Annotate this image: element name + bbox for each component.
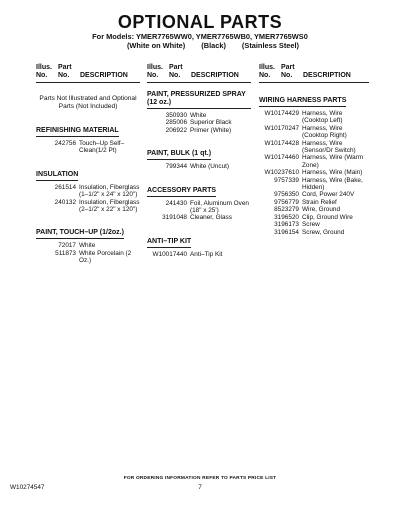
part-number: W10237610 (264, 169, 299, 177)
section-title: ANTI–TIP KIT (147, 238, 191, 248)
part-number: 72017 (58, 242, 76, 250)
not-illustrated-note: Parts Not Illustrated and Optional Parts (Not Included) (39, 95, 137, 110)
part-description: Wire, Ground (302, 206, 341, 214)
parts-column-2 (147, 64, 251, 258)
part-description: Screw (302, 221, 320, 229)
section-bulk-paint (147, 142, 251, 170)
part-row (147, 112, 251, 119)
section-insulation (36, 163, 140, 214)
part-number: 3196154 (274, 228, 299, 236)
illus-no-header: No. (147, 72, 159, 79)
part-number: 799344 (165, 163, 187, 171)
illus-header: Illus. (36, 64, 52, 71)
section-anti-tip-kit (147, 230, 251, 258)
illus-header: Illus. (147, 64, 163, 71)
part-number: 3196173 (274, 221, 299, 229)
part-row (36, 199, 140, 214)
part-description: Strain Relief (302, 198, 337, 206)
part-number: 242756 (54, 140, 76, 147)
section-refinishing (36, 119, 140, 155)
section-title: INSULATION (36, 171, 78, 181)
part-number: 9756779 (274, 198, 299, 206)
parts-column-1 (36, 64, 140, 265)
part-description: Primer (White) (190, 126, 232, 134)
description-header: DESCRIPTION (191, 72, 239, 79)
illus-header: Illus. (259, 64, 275, 71)
part-header: Part (281, 64, 295, 71)
part-description: Harness, Wire (Cooktop Right) (302, 124, 347, 140)
ordering-info-note: FOR ORDERING INFORMATION REFER TO PARTS PRICE LIST (123, 476, 277, 481)
part-row (259, 206, 369, 213)
part-description: Anti–Tip Kit (190, 250, 223, 258)
part-description: White (79, 242, 96, 250)
part-number: 285006 (165, 119, 187, 127)
part-description: Cleaner, Glass (190, 214, 232, 222)
part-row (259, 125, 369, 140)
part-row (259, 191, 369, 198)
part-header: Part (169, 64, 183, 71)
part-number: 3196520 (274, 213, 299, 221)
part-description: White (190, 112, 207, 119)
part-description: Clip, Ground Wire (302, 213, 353, 221)
document-number: W10274547 (10, 484, 45, 491)
part-number: 9756350 (274, 191, 299, 199)
part-row (259, 229, 369, 236)
part-no-header: No. (281, 72, 293, 79)
part-description: Harness, Wire (Main) (302, 169, 363, 177)
part-row (259, 140, 369, 155)
section-title: PAINT, TOUCH–UP (1/2oz.) (36, 229, 124, 239)
section-wiring-harness (259, 89, 369, 236)
part-description: Foil, Aluminum Oven (18" x 25') (190, 199, 249, 215)
illus-no-header: No. (36, 72, 48, 79)
model-list: For Models: YMER7765WW0, YMER7765WB0, YMER7765WS0 (92, 32, 308, 41)
part-number: 9757339 (274, 176, 299, 184)
part-number: 240132 (54, 198, 76, 206)
description-header: DESCRIPTION (303, 72, 351, 79)
part-row (36, 140, 140, 155)
part-description: White (Uncut) (190, 163, 230, 171)
section-accessory-parts (147, 179, 251, 222)
section-pressurized-spray (147, 91, 251, 134)
part-number: W10174428 (264, 139, 299, 147)
part-number: W10174460 (264, 154, 299, 162)
section-touch-up-paint (36, 221, 140, 264)
model-info (0, 32, 400, 50)
part-number: 206922 (165, 126, 187, 134)
part-row (147, 251, 251, 258)
part-row (147, 119, 251, 126)
part-description: Superior Black (190, 119, 232, 127)
model-color-black: (Black) (201, 41, 226, 50)
part-description: Insulation, Fiberglass (2–1/2" x 22" x 120") (79, 198, 140, 214)
section-title: WIRING HARNESS PARTS (259, 97, 346, 107)
part-row (259, 199, 369, 206)
part-header: Part (58, 64, 72, 71)
part-row (259, 214, 369, 221)
column-header (259, 64, 369, 83)
illus-no-header: No. (259, 72, 271, 79)
part-row (147, 200, 251, 215)
part-number: 261514 (54, 183, 76, 191)
part-row (147, 127, 251, 134)
description-header: DESCRIPTION (80, 72, 128, 79)
part-description: Harness, Wire (Sensor/Dr Switch) (302, 139, 356, 155)
column-header (147, 64, 251, 83)
part-description: Harness, Wire (Bake, Hidden) (302, 176, 363, 192)
part-number: W10174429 (264, 110, 299, 117)
part-row (147, 214, 251, 221)
page-number: 7 (198, 484, 202, 491)
section-title: ACCESSORY PARTS (147, 187, 216, 197)
part-number: 8523279 (274, 206, 299, 214)
part-number: W10170247 (264, 124, 299, 132)
part-description: Harness, Wire (Warm Zone) (302, 154, 364, 169)
part-row (259, 110, 369, 125)
part-row (36, 242, 140, 249)
part-description: White Porcelain (2 Oz.) (79, 249, 132, 265)
model-color-white: (White on White) (126, 41, 186, 50)
part-row (36, 250, 140, 265)
page-title: OPTIONAL PARTS (117, 12, 283, 32)
part-number: 3191048 (162, 214, 187, 222)
part-description: Harness, Wire (Cooktop Left) (302, 110, 343, 125)
model-color-stainless: (Stainless Steel) (241, 41, 300, 50)
part-row (259, 169, 369, 176)
part-number: 350930 (165, 112, 187, 119)
part-row (259, 177, 369, 192)
section-title: REFINISHING MATERIAL (36, 127, 119, 137)
part-row (36, 184, 140, 199)
part-number: 511873 (55, 249, 76, 257)
part-no-header: No. (169, 72, 181, 79)
part-number: 241430 (165, 199, 187, 207)
part-number: W10017440 (152, 250, 187, 258)
section-title: PAINT, PRESSURIZED SPRAY (12 oz.) (147, 91, 251, 109)
part-description: Screw, Ground (302, 228, 345, 236)
section-title: PAINT, BULK (1 qt.) (147, 150, 211, 160)
part-row (259, 154, 369, 169)
part-description: Insulation, Fiberglass (1–1/2" x 24" x 120") (79, 183, 140, 199)
parts-column-3 (259, 64, 369, 236)
part-no-header: No. (58, 72, 70, 79)
part-row (147, 163, 251, 170)
part-description: Cord, Power 240V (302, 191, 355, 199)
part-row (259, 221, 369, 228)
column-header (36, 64, 140, 83)
part-description: Touch–Up Self–Clean(1/2 Pt) (79, 140, 125, 155)
